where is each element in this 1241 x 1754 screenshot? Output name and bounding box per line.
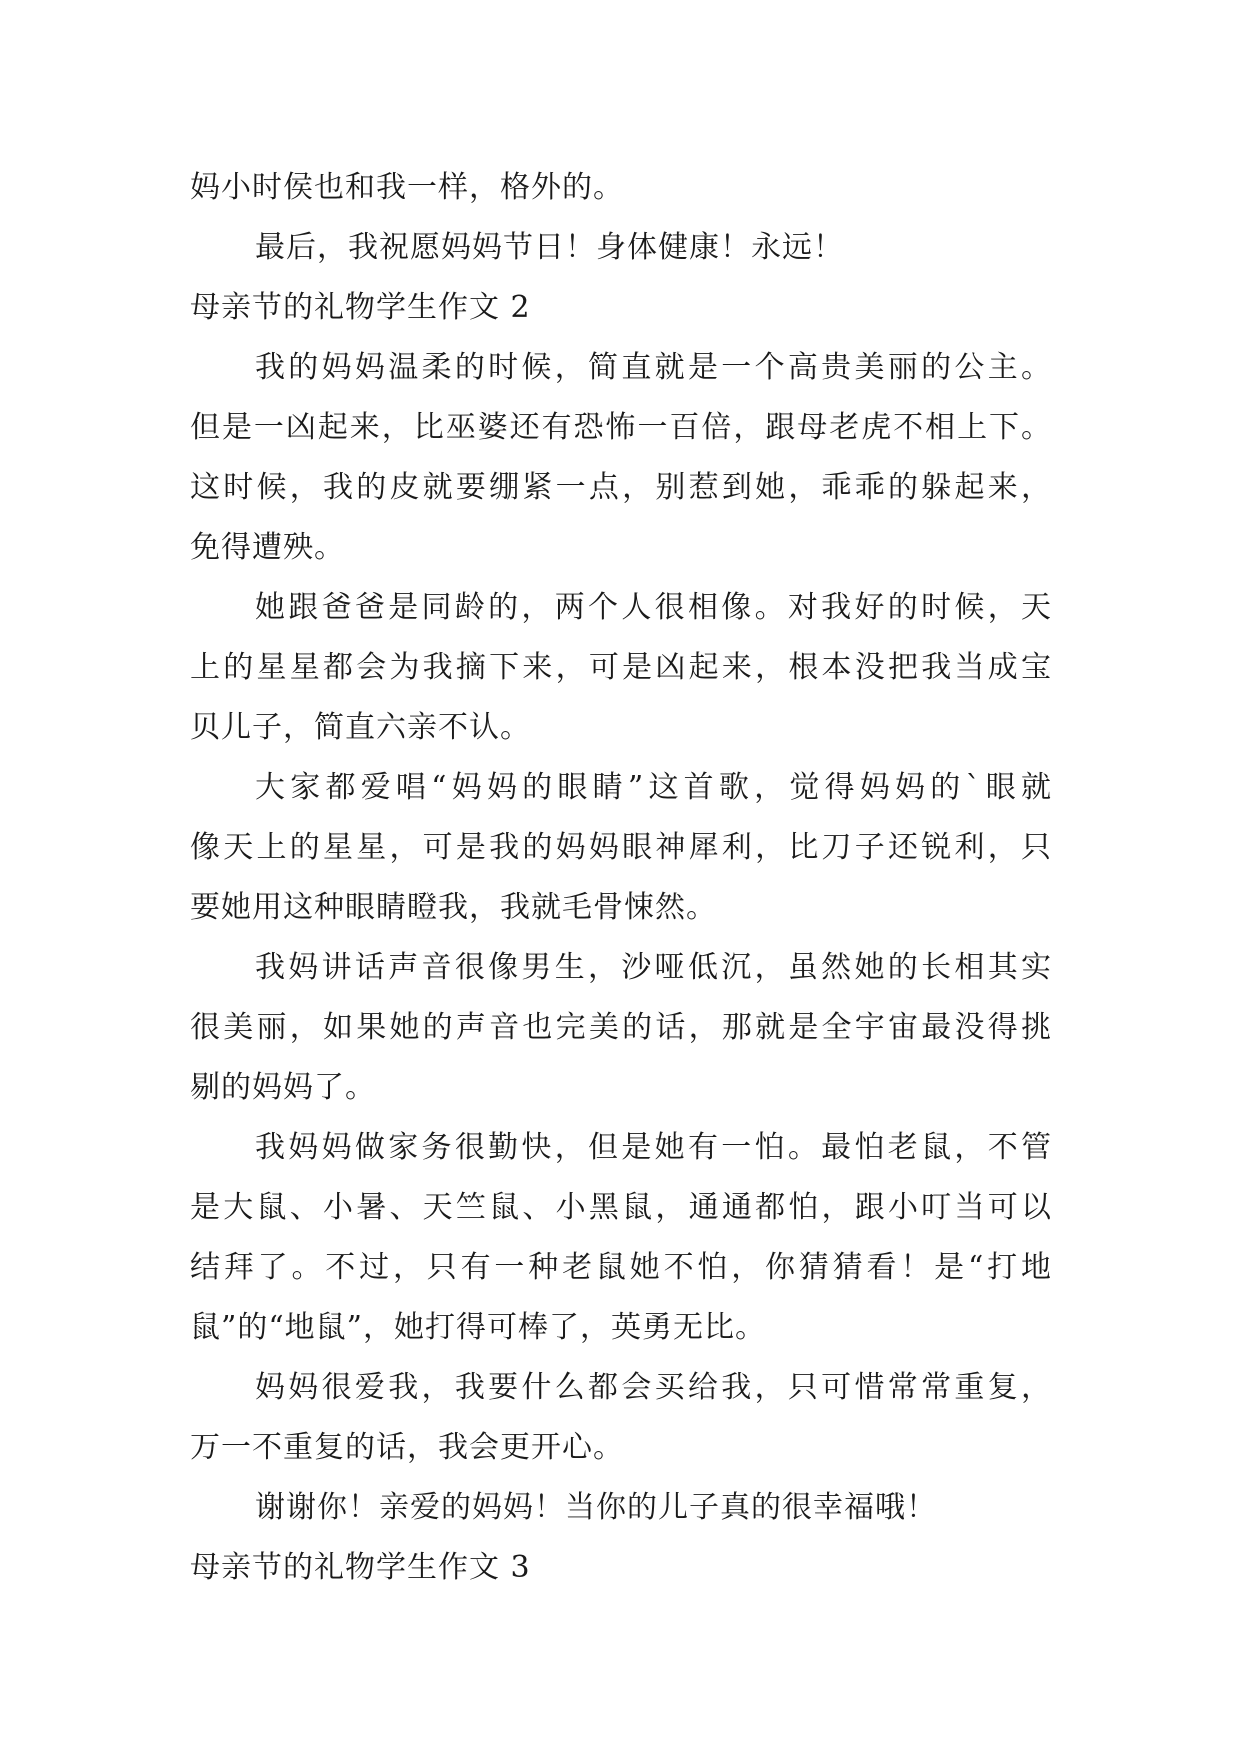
paragraph-first-line: 她跟爸爸是同龄的，两个人很相像。对我好的时候，天 (255, 590, 1052, 625)
paragraph-first-line: 大家都爱唱“妈妈的眼睛”这首歌，觉得妈妈的`眼就 (255, 770, 1052, 805)
paragraph-first-line: 我的妈妈温柔的时候，简直就是一个高贵美丽的公主。 (255, 350, 1052, 385)
paragraph-line: 结拜了。不过，只有一种老鼠她不怕，你猜猜看！是“打地 (190, 1250, 1052, 1285)
paragraph-first-line: 最后，我祝愿妈妈节日！身体健康！永远！ (255, 230, 844, 265)
paragraph-line: 免得遭殃。 (190, 530, 345, 565)
document-body (190, 158, 1052, 1598)
paragraph-line: 鼠”的“地鼠”，她打得可棒了，英勇无比。 (190, 1310, 767, 1345)
paragraph-line: 贝儿子，简直六亲不认。 (190, 710, 531, 745)
paragraph-line: 很美丽，如果她的声音也完美的话，那就是全宇宙最没得挑 (190, 1010, 1052, 1045)
paragraph-first-line: 我妈妈做家务很勤快，但是她有一怕。最怕老鼠，不管 (255, 1130, 1052, 1165)
paragraph-line: 要她用这种眼睛瞪我，我就毛骨悚然。 (190, 890, 717, 925)
paragraph-first-line: 谢谢你！亲爱的妈妈！当你的儿子真的很幸福哦！ (255, 1490, 937, 1525)
paragraph-line: 上的星星都会为我摘下来，可是凶起来，根本没把我当成宝 (190, 650, 1052, 685)
section-heading: 母亲节的礼物学生作文 2 (190, 290, 531, 325)
paragraph-first-line: 我妈讲话声音很像男生，沙哑低沉，虽然她的长相其实 (255, 950, 1052, 985)
section-heading: 母亲节的礼物学生作文 3 (190, 1550, 531, 1585)
paragraph-line: 这时候，我的皮就要绷紧一点，别惹到她，乖乖的躲起来， (190, 470, 1052, 505)
paragraph-line: 是大鼠、小暑、天竺鼠、小黑鼠，通通都怕，跟小叮当可以 (190, 1190, 1052, 1225)
paragraph-line: 万一不重复的话，我会更开心。 (190, 1430, 624, 1465)
paragraph-line: 剔的妈妈了。 (190, 1070, 376, 1105)
paragraph-line: 妈小时侯也和我一样，格外的。 (190, 170, 624, 205)
paragraph-line: 像天上的星星，可是我的妈妈眼神犀利，比刀子还锐利，只 (190, 830, 1052, 865)
paragraph-line: 但是一凶起来，比巫婆还有恐怖一百倍，跟母老虎不相上下。 (190, 410, 1052, 445)
paragraph-first-line: 妈妈很爱我，我要什么都会买给我，只可惜常常重复， (255, 1370, 1052, 1405)
